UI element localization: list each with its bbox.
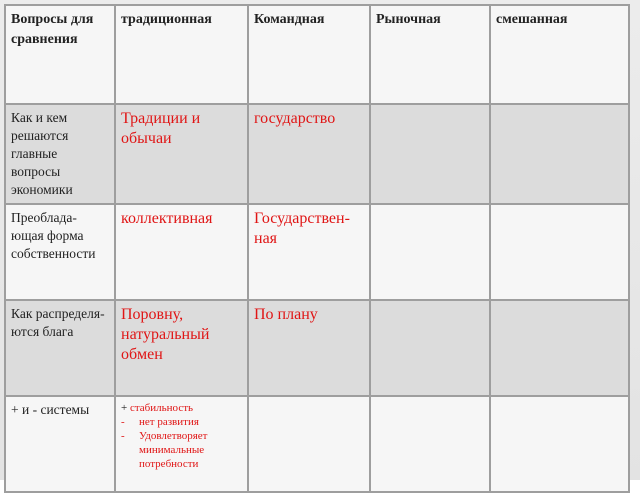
row-label: Преоблада-ющая форма собственности [11, 210, 96, 261]
minus-item [121, 415, 242, 429]
row-label-cell [5, 104, 115, 204]
header-cell-market [370, 5, 490, 104]
market-cell [370, 204, 490, 300]
traditional-cell [115, 204, 248, 300]
market-cell [370, 104, 490, 204]
command-value: По плану [254, 306, 318, 323]
header-cell-mixed [490, 5, 629, 104]
header-cell-command [248, 5, 370, 104]
mixed-cell [490, 396, 629, 492]
table-header-row [5, 5, 629, 104]
command-cell [248, 204, 370, 300]
market-cell [370, 300, 490, 396]
mixed-cell [490, 300, 629, 396]
table-row [5, 204, 629, 300]
traditional-value: коллективная [121, 210, 213, 227]
minus-text: нет развития [139, 416, 199, 428]
market-cell [370, 396, 490, 492]
plus-item [121, 401, 242, 415]
table-row [5, 104, 629, 204]
traditional-value: Поровну, натуральный обмен [121, 306, 210, 363]
command-cell [248, 396, 370, 492]
row-label: Как и кем решаются главные вопросы экономики [11, 110, 73, 197]
row-label: + и - системы [11, 402, 90, 417]
header-mixed-text: смешанная [496, 12, 568, 27]
table-row [5, 396, 629, 492]
row-label-cell [5, 300, 115, 396]
row-label-cell [5, 204, 115, 300]
header-market-text: Рыночная [376, 12, 441, 27]
header-criteria-text: Вопросы для сравнения [11, 12, 94, 47]
mixed-cell [490, 204, 629, 300]
command-cell [248, 300, 370, 396]
minus-text: Удовлетворяет минимальные потребности [139, 430, 208, 470]
traditional-cell [115, 104, 248, 204]
plus-text: стабильность [129, 402, 194, 414]
mixed-cell [490, 104, 629, 204]
row-label-cell [5, 396, 115, 492]
traditional-cell [115, 396, 248, 492]
table-row [5, 300, 629, 396]
command-cell [248, 104, 370, 204]
minus-item [121, 429, 242, 471]
row-label: Как распределя-ются блага [11, 306, 105, 339]
plus-sign: + [121, 402, 128, 414]
command-value: государство [254, 110, 336, 127]
command-value: Государствен-ная [254, 210, 350, 247]
header-cell-criteria [5, 5, 115, 104]
minus-bullet: - [121, 416, 125, 428]
pros-cons-list [121, 401, 242, 471]
minus-bullet: - [121, 430, 125, 442]
comparison-table [4, 4, 630, 493]
traditional-value: Традиции и обычаи [121, 110, 201, 147]
header-cell-traditional [115, 5, 248, 104]
header-command-text: Командная [254, 12, 325, 27]
header-traditional-text: традиционная [121, 12, 212, 27]
traditional-cell [115, 300, 248, 396]
